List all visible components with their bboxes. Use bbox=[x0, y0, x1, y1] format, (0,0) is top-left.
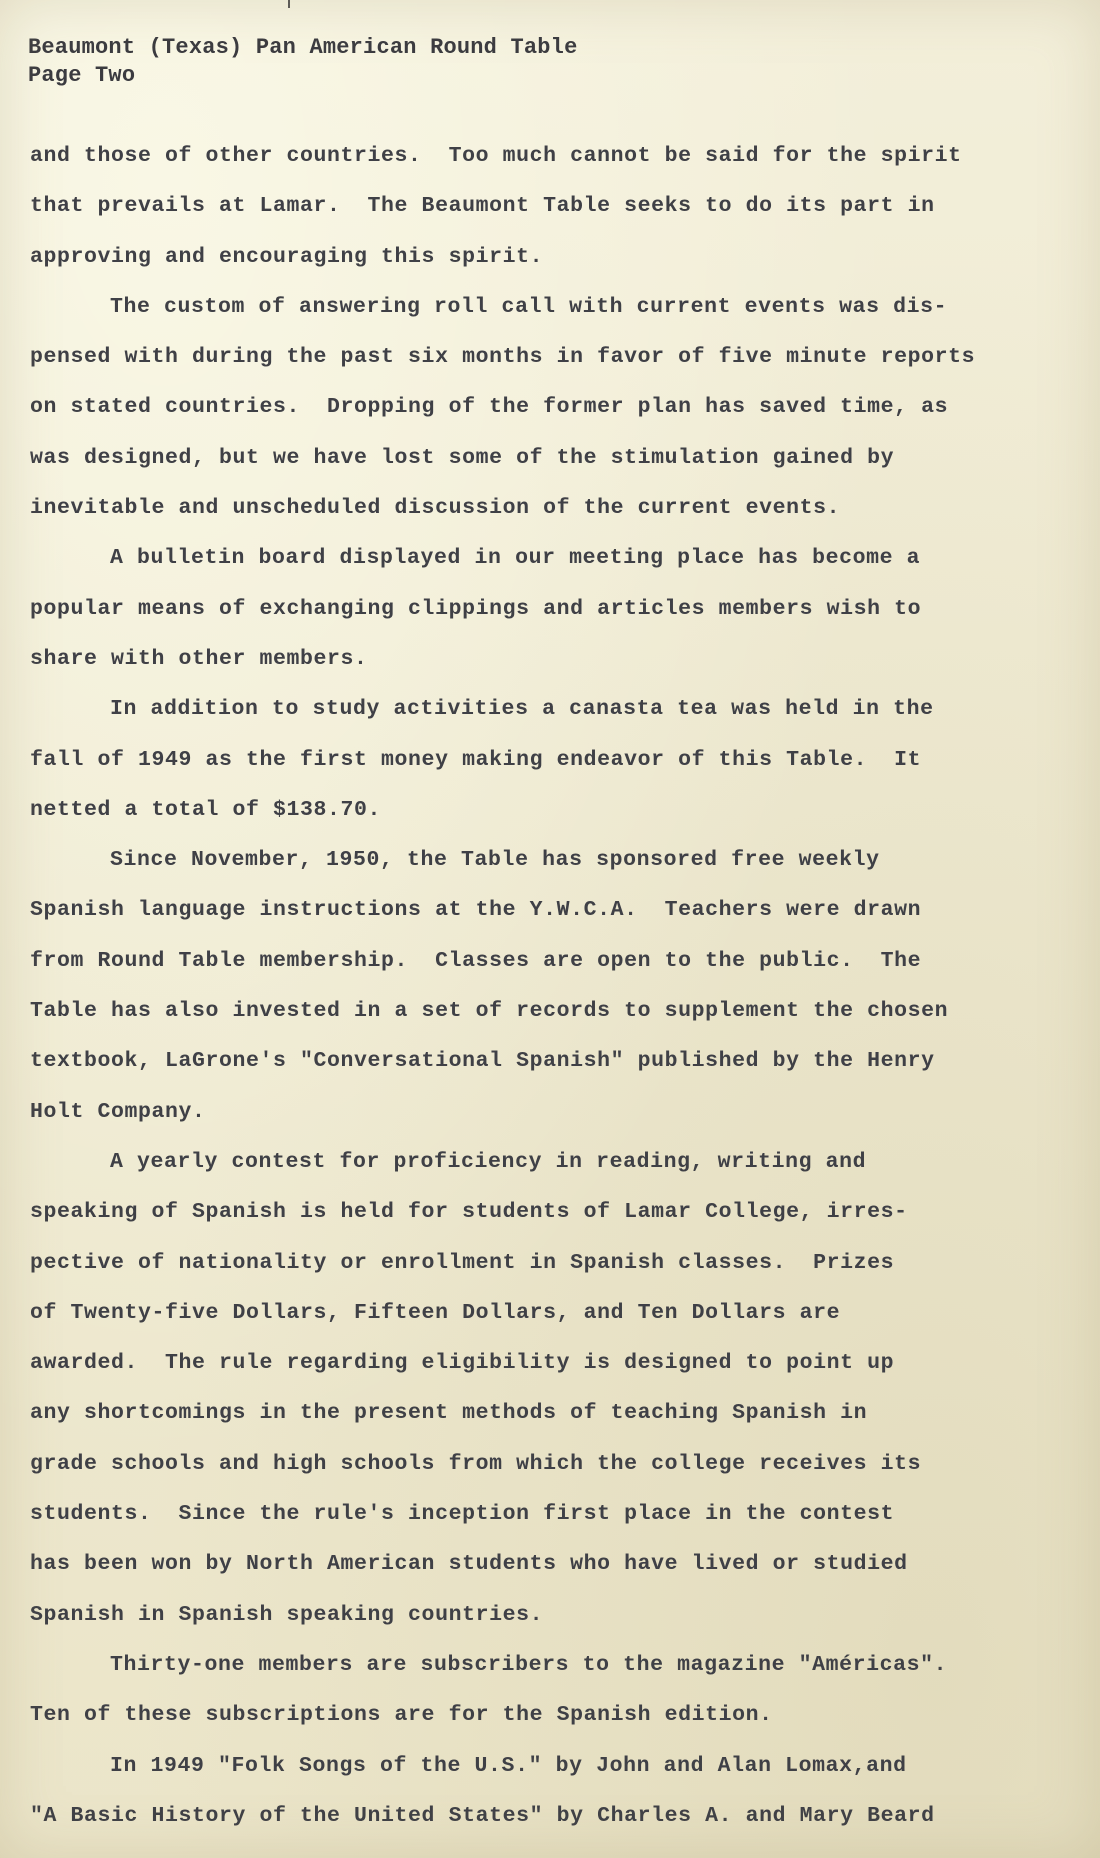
text-line: Holt Company. bbox=[30, 1099, 206, 1124]
text-line: of Twenty-five Dollars, Fifteen Dollars, and Ten Dollars are bbox=[30, 1300, 841, 1325]
text-line: from Round Table membership. Classes are open to the public. The bbox=[30, 948, 922, 973]
text-line: on stated countries. Dropping of the former plan has saved time, as bbox=[30, 395, 949, 420]
text-line: inevitable and unscheduled discussion of the current events. bbox=[30, 496, 841, 521]
text-line: Table has also invested in a set of records to supplement the chosen bbox=[30, 999, 949, 1024]
text-line: pensed with during the past six months in favor of five minute reports bbox=[30, 345, 976, 370]
paragraph-first-line: In addition to study activities a canasta tea was held in the bbox=[110, 697, 934, 722]
text-line: textbook, LaGrone's "Conversational Spanish" published by the Henry bbox=[30, 1049, 935, 1074]
text-line: fall of 1949 as the first money making endeavor of this Table. It bbox=[30, 747, 922, 772]
paragraph-first-line: A yearly contest for proficiency in reading, writing and bbox=[110, 1149, 867, 1174]
paragraph-first-line: Thirty-one members are subscribers to the magazine "Américas". bbox=[110, 1652, 948, 1677]
paragraph-first-line: A bulletin board displayed in our meeting place has become a bbox=[110, 546, 921, 571]
paragraph-first-line: In 1949 "Folk Songs of the U.S." by John and Alan Lomax,and bbox=[110, 1753, 907, 1778]
paragraph-first-line: The custom of answering roll call with current events was dis- bbox=[110, 294, 948, 319]
paragraph-first-line: Since November, 1950, the Table has sponsored free weekly bbox=[110, 848, 880, 873]
text-line: pective of nationality or enrollment in Spanish classes. Prizes bbox=[30, 1250, 895, 1275]
text-line: netted a total of $138.70. bbox=[30, 797, 382, 822]
text-line: Ten of these subscriptions are for the Spanish edition. bbox=[30, 1703, 773, 1728]
document-body bbox=[30, 131, 1080, 1841]
header-page-number: Page Two bbox=[28, 63, 136, 88]
text-line: that prevails at Lamar. The Beaumont Table seeks to do its part in bbox=[30, 194, 935, 219]
text-line: students. Since the rule's inception first place in the contest bbox=[30, 1502, 895, 1527]
text-line: share with other members. bbox=[30, 646, 368, 671]
text-line: awarded. The rule regarding eligibility is designed to point up bbox=[30, 1351, 895, 1376]
text-line: Spanish in Spanish speaking countries. bbox=[30, 1602, 544, 1627]
text-line: Spanish language instructions at the Y.W.C.A. Teachers were drawn bbox=[30, 898, 922, 923]
text-line: any shortcomings in the present methods of teaching Spanish in bbox=[30, 1401, 868, 1426]
text-line: approving and encouraging this spirit. bbox=[30, 244, 544, 269]
text-line: popular means of exchanging clippings and articles members wish to bbox=[30, 596, 922, 621]
text-line: was designed, but we have lost some of the stimulation gained by bbox=[30, 445, 895, 470]
header-title: Beaumont (Texas) Pan American Round Table bbox=[28, 35, 578, 60]
text-line: has been won by North American students who have lived or studied bbox=[30, 1552, 908, 1577]
text-line: and those of other countries. Too much cannot be said for the spirit bbox=[30, 144, 962, 168]
text-line: speaking of Spanish is held for students of Lamar College, irres- bbox=[30, 1200, 908, 1225]
document-header bbox=[28, 34, 578, 90]
paper-tick-mark bbox=[288, 0, 290, 8]
text-line: grade schools and high schools from which the college receives its bbox=[30, 1451, 922, 1476]
text-line: "A Basic History of the United States" by Charles A. and Mary Beard bbox=[30, 1803, 935, 1828]
